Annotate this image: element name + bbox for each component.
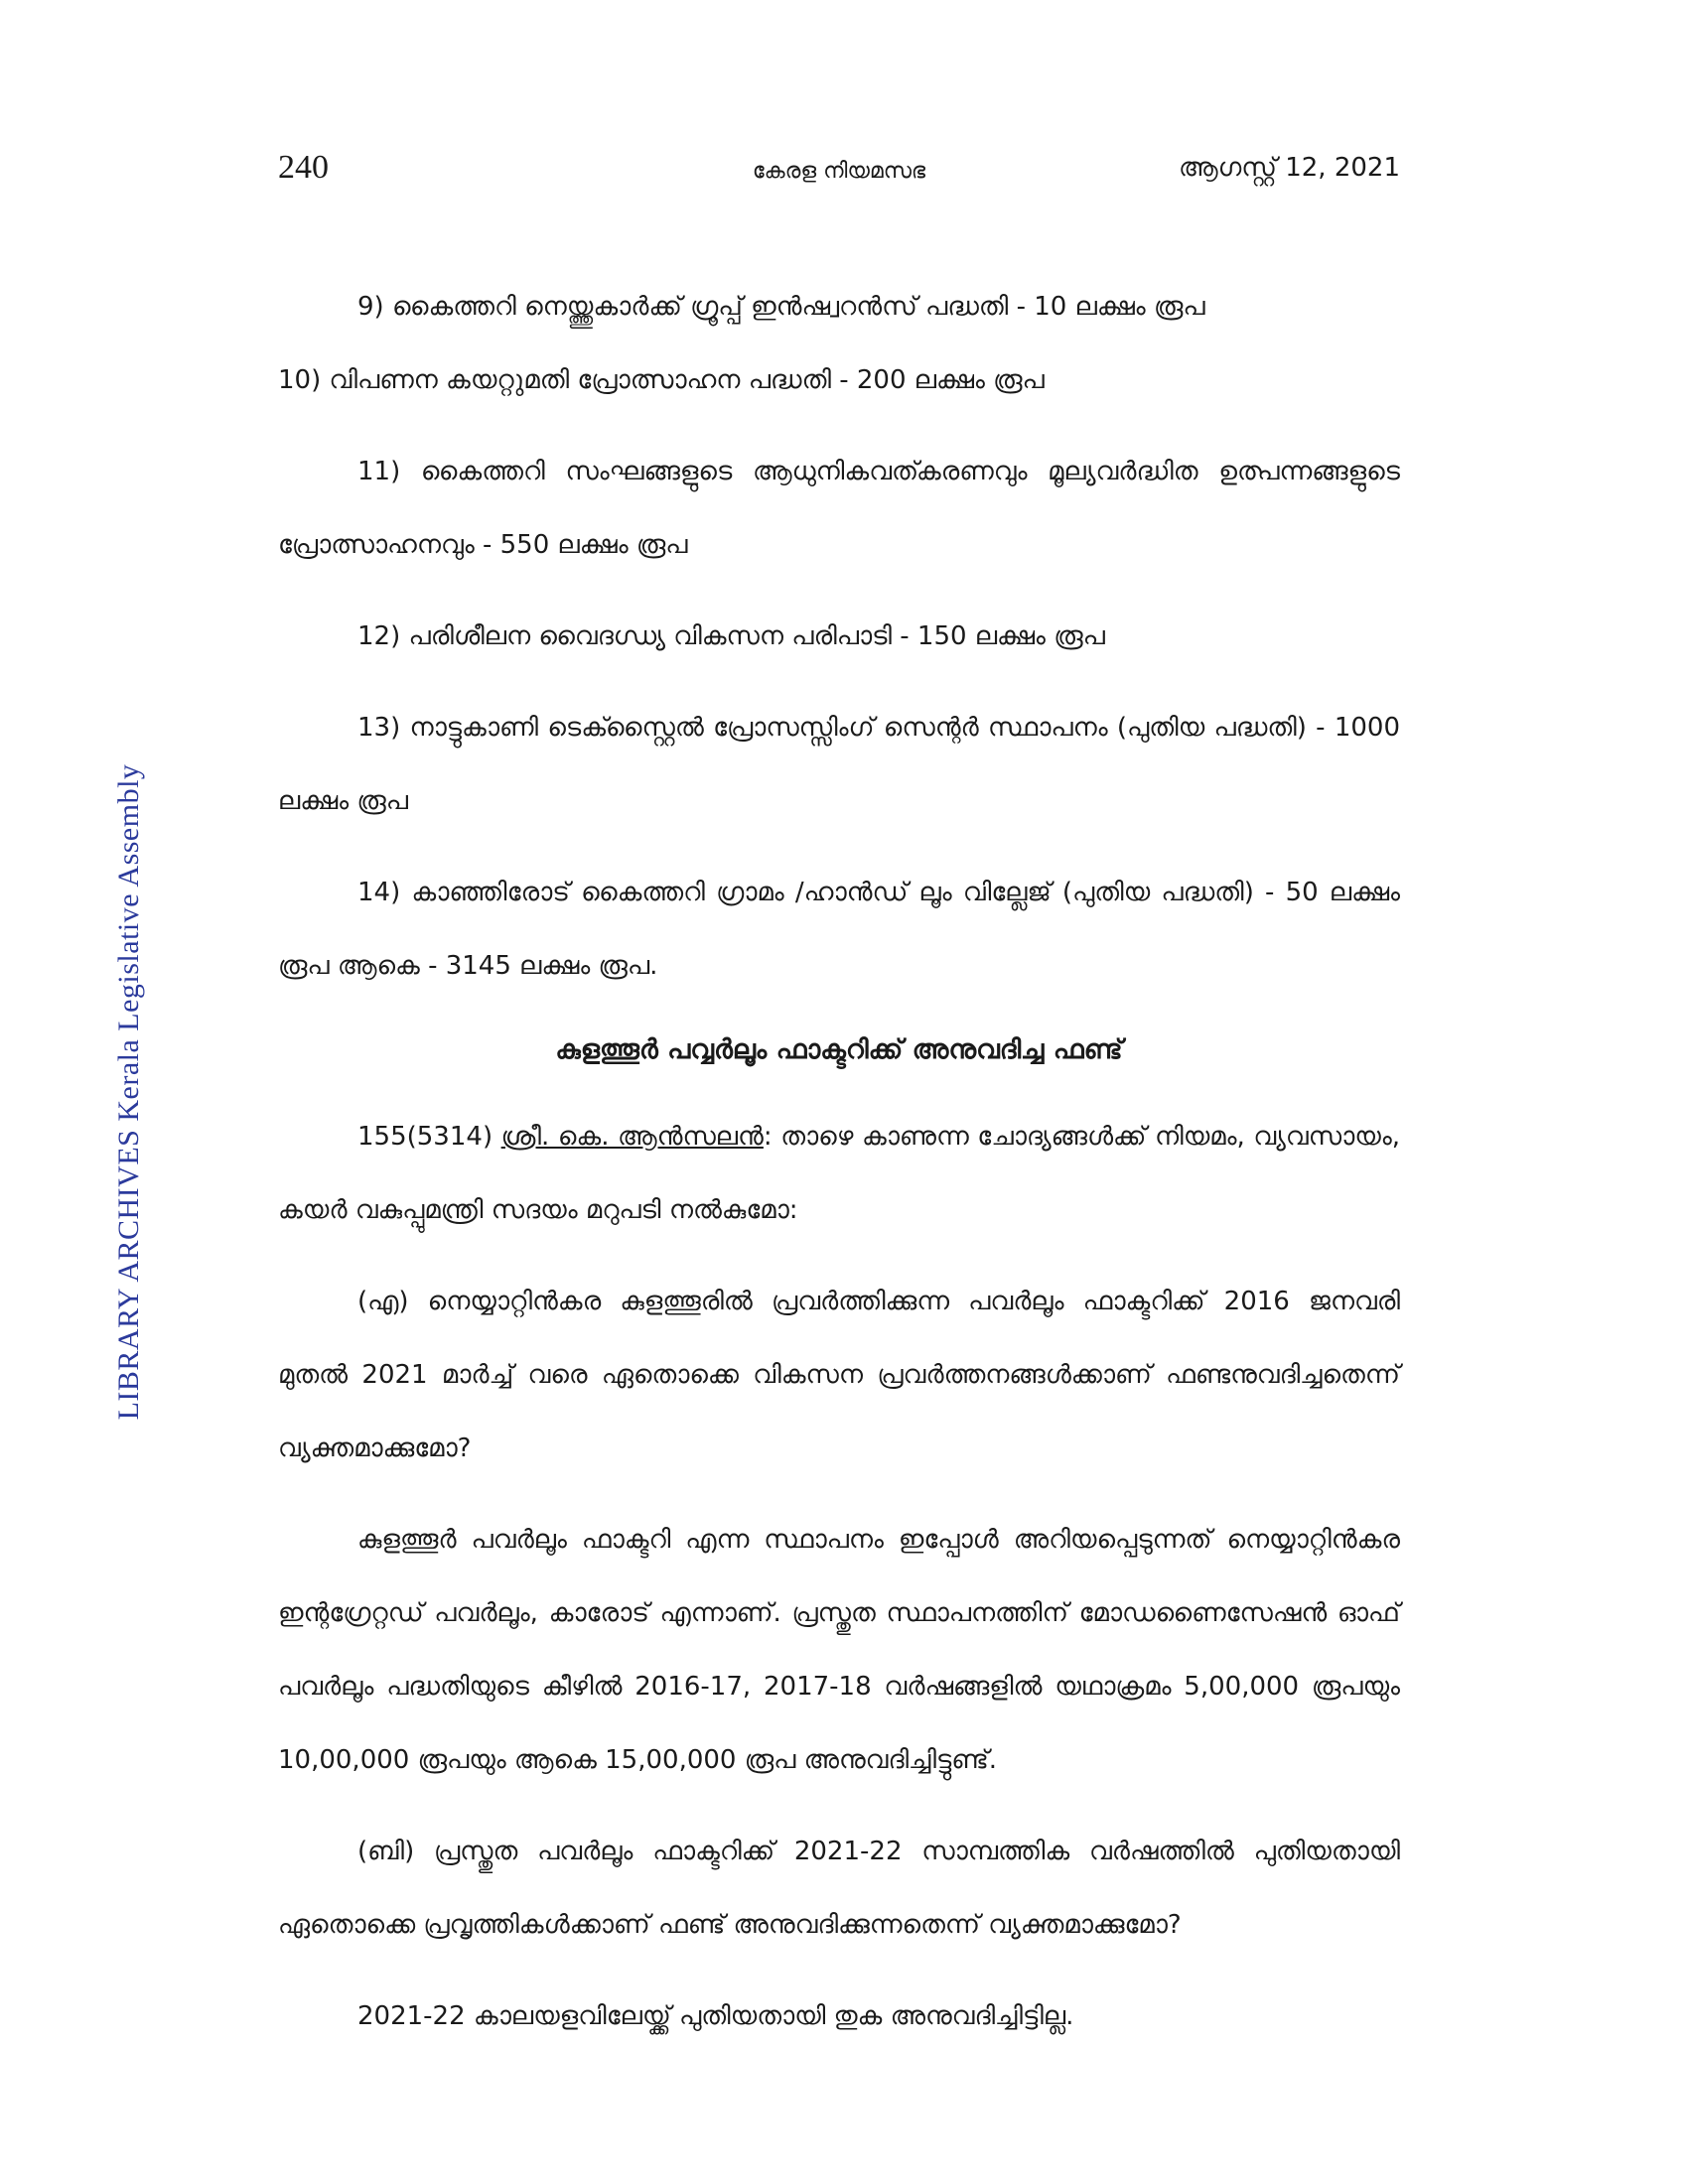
question-number: 155(5314) [357,1122,501,1152]
list-item-13: 13) നാട്ടുകാണി ടെക്സ്റ്റൈൽ പ്രോസസ്സിംഗ് സെന്റർ സ്ഥാപനം (പുതിയ പദ്ധതി) - 1000 ലക്ഷം രൂപ [278,713,1400,816]
question-b: (ബി) പ്രസ്തുത പവർലൂം ഫാക്ടറിക്ക് 2021-22 സാമ്പത്തിക വർഷത്തിൽ പുതിയതായി ഏതൊക്കെ പ്രവൃത്തികൾക്കാണ് ഫണ്ട് അനുവദിക്കുന്നതെന്ന് വ്യക്തമാക്കുമോ? [278,1837,1400,1940]
header-date: ആഗസ്റ്റ് 12, 2021 [1179,153,1400,183]
question-a: (എ) നെയ്യാറ്റിൻകര കുളത്തൂരിൽ പ്രവർത്തിക്കുന്ന പവർലൂം ഫാക്ടറിക്ക് 2016 ജനവരി മുതൽ 2021 മാർച്ച് വരെ ഏതൊക്കെ വികസന പ്രവർത്തനങ്ങൾക്കാണ് ഫണ്ടനുവദിച്ചതെന്ന് വ്യക്തമാക്കുമോ? [278,1287,1400,1463]
question-intro-text: : താഴെ കാണുന്ന ചോദ്യങ്ങൾക്ക് നിയമം, വ്യവസായം, കയർ വകുപ്പുമന്ത്രി സദയം മറുപടി നൽകുമോ: [278,1122,1400,1225]
section-title: കുളത്തൂർ പവ്വർലൂം ഫാക്ടറിക്ക് അനുവദിച്ച ഫണ്ട് [555,1034,1123,1065]
list-item-11: 11) കൈത്തറി സംഘങ്ങളുടെ ആധുനികവത്കരണവും മൂല്യവർദ്ധിത ഉത്പന്നങ്ങളുടെ പ്രോത്സാഹനവും - 550 ലക്ഷം രൂപ [278,457,1400,560]
list-item-12: 12) പരിശീലന വൈദഗ്ധ്യ വികസന പരിപാടി - 150 ലക്ഷം രൂപ [357,621,1105,651]
list-item-9: 9) കൈത്തറി നെയ്ത്തുകാർക്ക് ഗ്രൂപ്പ് ഇൻഷ്വറൻസ് പദ്ധതി - 10 ലക്ഷം രൂപ [357,292,1205,322]
member-name: ശ്രീ. കെ. ആൻസലൻ [500,1122,764,1152]
list-item-14: 14) കാഞ്ഞിരോട് കൈത്തറി ഗ്രാമം /ഹാൻഡ് ലൂം വില്ലേജ് (പുതിയ പദ്ധതി) - 50 ലക്ഷം രൂപ ആകെ - 3145 ലക്ഷം രൂപ. [278,878,1400,981]
list-item-10: 10) വിപണന കയറ്റുമതി പ്രോത്സാഹന പദ്ധതി - 200 ലക്ഷം രൂപ [278,365,1045,395]
page-header [278,149,1400,208]
question-intro [278,1100,1400,1247]
document-body [278,270,1400,2071]
header-title: കേരള നിയമസഭ [752,159,926,184]
answer-a: കുളത്തൂർ പവർലൂം ഫാക്ടറി എന്ന സ്ഥാപനം ഇപ്പോൾ അറിയപ്പെടുന്നത് നെയ്യാറ്റിൻകര ഇന്റഗ്രേറ്റഡ് പവർലൂം, കാരോട് എന്നാണ്. പ്രസ്തുത സ്ഥാപനത്തിന് മോഡണൈസേഷൻ ഓഫ് പവർലൂം പദ്ധതിയുടെ കീഴിൽ 2016-17, 2017-18 വർഷങ്ങളിൽ യഥാക്രമം 5,00,000 രൂപയും 10,00,000 രൂപയും ആകെ 15,00,000 രൂപ അനുവദിച്ചിട്ടുണ്ട്. [278,1525,1400,1775]
page-number: 240 [278,149,329,186]
side-watermark: LIBRARY ARCHIVES Kerala Legislative Assembly [112,763,145,1421]
answer-b: 2021-22 കാലയളവിലേയ്ക്ക് പുതിയതായി തുക അനുവദിച്ചിട്ടില്ല. [357,2001,1074,2031]
